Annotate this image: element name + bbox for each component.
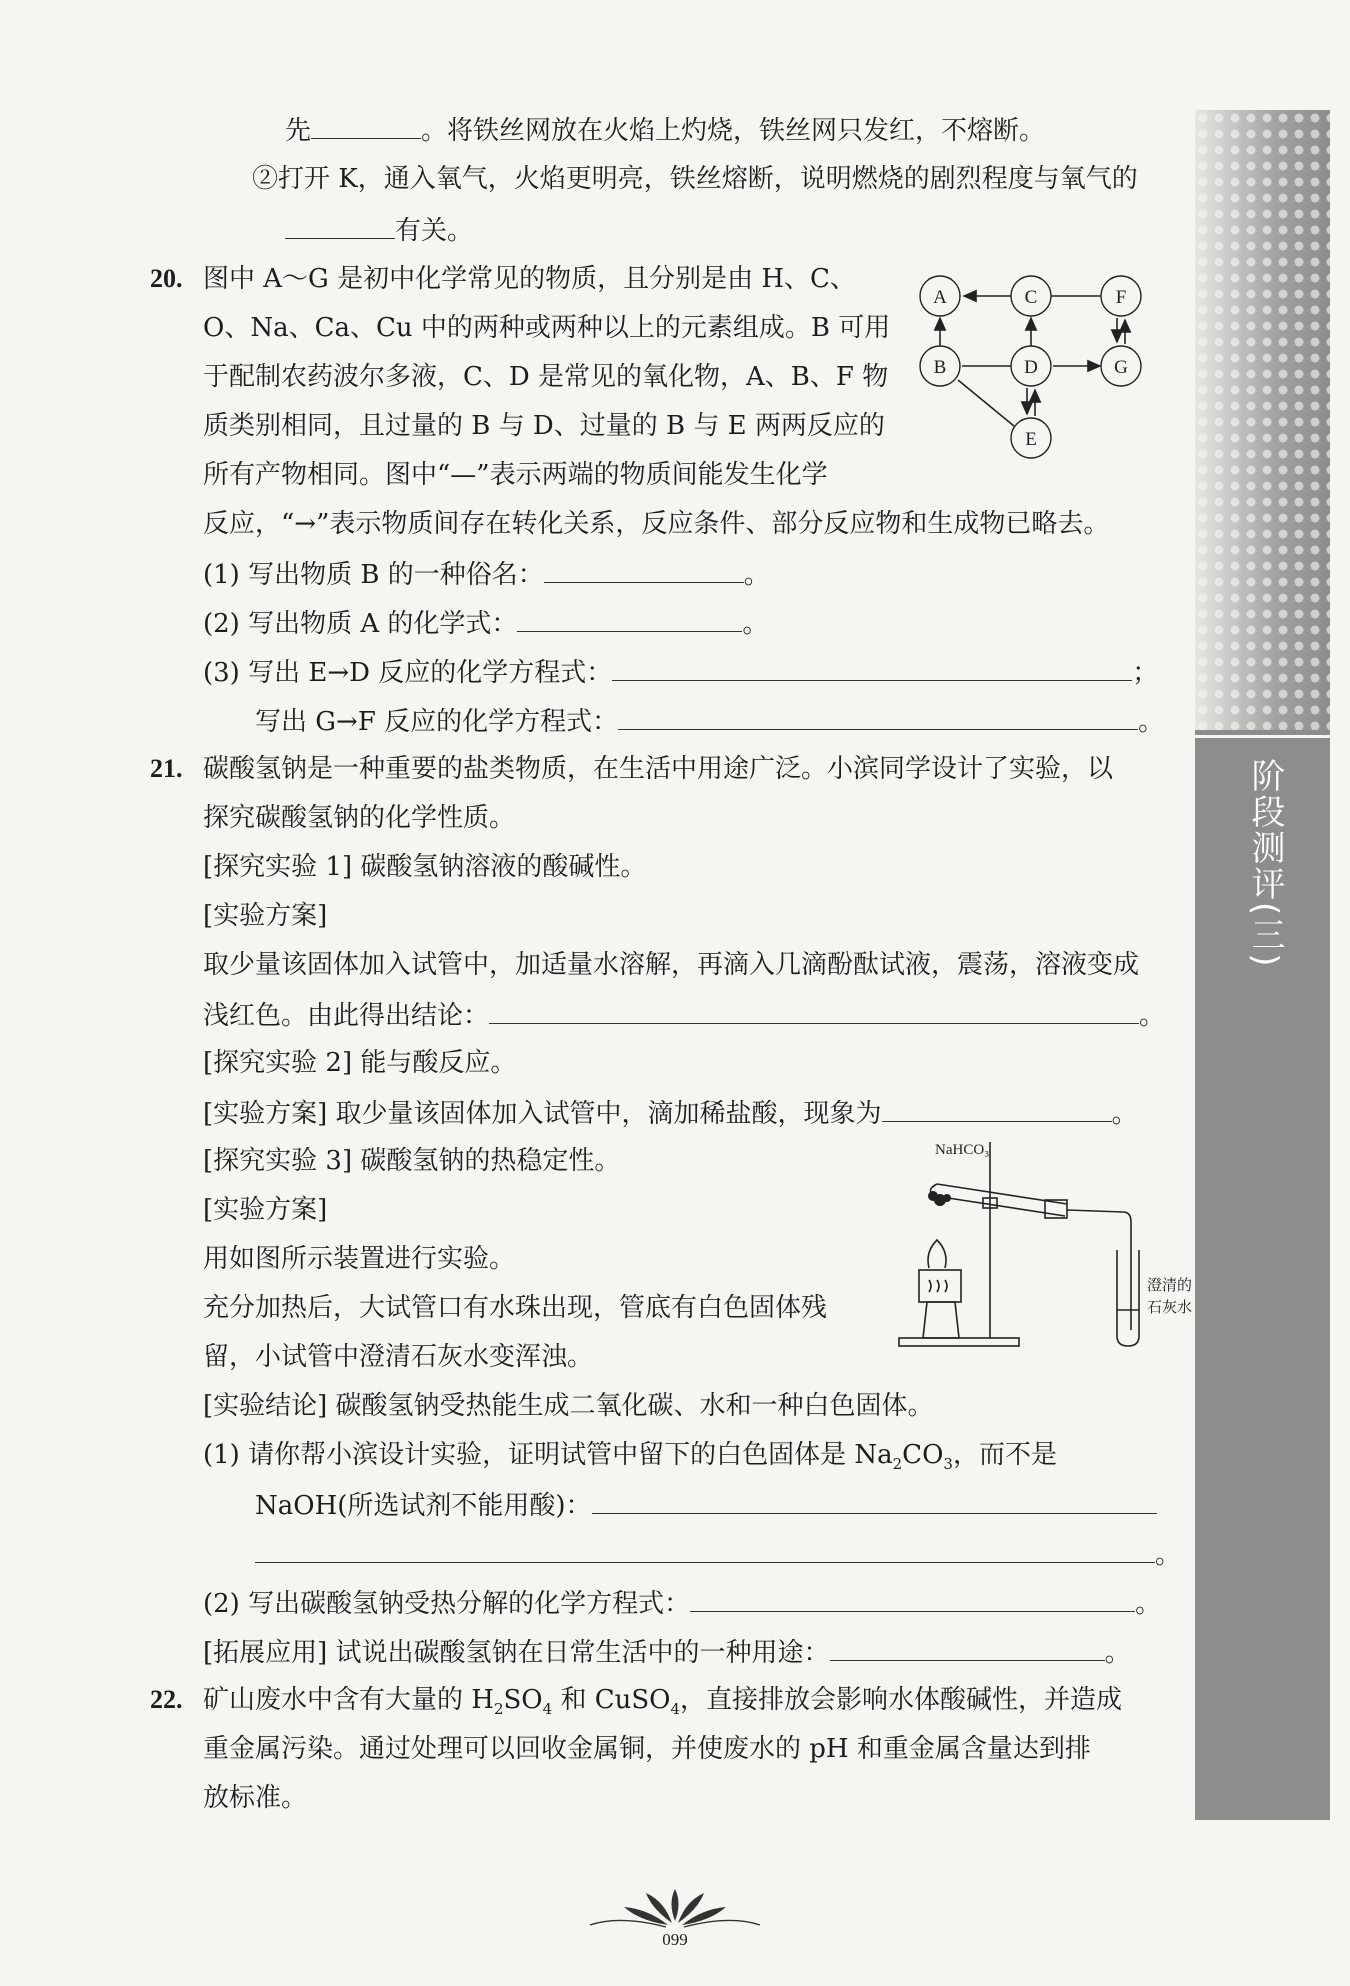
q21-plan3: 用如图所示装置进行实验。 <box>203 1244 516 1274</box>
small-test-tube <box>1117 1250 1139 1346</box>
q22-line1 <box>203 1683 1122 1726</box>
q20-sub3a <box>203 654 1158 690</box>
punct: 。 <box>1104 1638 1131 1668</box>
ornament-leaf <box>672 1889 679 1921</box>
q21-plan1: 取少量该固体加入试管中，加适量水溶解，再滴入几滴酚酞试液，震荡，溶液变成 <box>203 950 1140 980</box>
subscript: 4 <box>542 1700 553 1719</box>
q19-text: 有关。 <box>395 216 474 246</box>
answer-blank[interactable] <box>830 1634 1105 1661</box>
node-c-label: C <box>1024 287 1038 308</box>
q19-text: 。将铁丝网放在火焰上灼烧，铁丝网只发红，不熔断。 <box>421 116 1046 146</box>
q21-plan3: 留，小试管中澄清石灰水变浑浊。 <box>203 1342 594 1372</box>
q20-sub2-text: (2) 写出物质 A 的化学式： <box>203 609 518 639</box>
q19-line1 <box>285 112 1045 148</box>
limewater-label-2: 石灰水 <box>1147 1298 1193 1316</box>
q20-text-line: 图中 A～G 是初中化学常见的物质，且分别是由 H、C、 <box>203 264 856 294</box>
punct: 。 <box>1138 707 1165 737</box>
q21-text: [拓展应用] 试说出碳酸氢钠在日常生活中的一种用途： <box>203 1638 830 1668</box>
subscript: 4 <box>670 1700 681 1719</box>
q21-text: 浅红色。由此得出结论： <box>203 1001 490 1031</box>
q21-sub1-b <box>255 1487 1157 1523</box>
section-label: 阶段测评(三) <box>1245 758 1285 969</box>
q22-number <box>150 1683 183 1717</box>
answer-blank[interactable] <box>489 997 1139 1024</box>
question-number: 20. <box>150 264 183 293</box>
q22-text: 和 CuSO <box>552 1685 671 1715</box>
page-number: 099 <box>662 1930 688 1949</box>
answer-blank[interactable] <box>311 112 421 139</box>
punct: 。 <box>742 609 769 639</box>
q21-text: CO <box>902 1440 944 1470</box>
subscript: 2 <box>892 1455 903 1474</box>
q20-text-line: 质类别相同，且过量的 B 与 D、过量的 B 与 E 两两反应的 <box>203 411 885 441</box>
answer-blank[interactable] <box>517 605 742 632</box>
q21-plan-title: [实验方案] <box>203 901 328 931</box>
q22-line2: 重金属污染。通过处理可以回收金属铜，并使废水的 pH 和重金属含量达到排 <box>203 1734 1091 1764</box>
q21-plan2 <box>203 1095 1138 1131</box>
answer-blank[interactable] <box>882 1095 1112 1122</box>
subscript: 2 <box>493 1700 504 1719</box>
q21-text: [实验方案] 取少量该固体加入试管中，滴加稀盐酸，现象为 <box>203 1099 882 1129</box>
answer-blank[interactable] <box>285 212 395 239</box>
q21-plan-title: [实验方案] <box>203 1195 328 1225</box>
nahco3-label: NaHCO₃ <box>935 1142 990 1158</box>
q21-sub1-c <box>255 1536 1181 1572</box>
punct: 。 <box>1139 1001 1166 1031</box>
q21-sub2 <box>203 1585 1161 1621</box>
q20-sub1-text: (1) 写出物质 B 的一种俗名： <box>203 560 544 590</box>
node-g-label: G <box>1114 357 1128 378</box>
limewater-label-1: 澄清的 <box>1147 1276 1193 1294</box>
q21-exp1: [探究实验 1] 碳酸氢钠溶液的酸碱性。 <box>203 852 647 882</box>
stand-base <box>899 1338 1019 1346</box>
q21-ext <box>203 1634 1131 1670</box>
q22-text: ，直接排放会影响水体酸碱性，并造成 <box>680 1685 1123 1715</box>
q21-exp2: [探究实验 2] 能与酸反应。 <box>203 1048 517 1078</box>
q21-plan1-conclusion <box>203 997 1165 1033</box>
q21-sub1 <box>203 1438 1057 1481</box>
q21-exp3: [探究实验 3] 碳酸氢钠的热稳定性。 <box>203 1146 621 1176</box>
node-b-label: B <box>933 357 947 378</box>
q21-intro: 碳酸氢钠是一种重要的盐类物质，在生活中用途广泛。小滨同学设计了实验，以 <box>203 754 1114 784</box>
q21-text: NaOH(所选试剂不能用酸)： <box>255 1491 592 1521</box>
footer-ornament <box>580 1885 770 1935</box>
q20-text-line: 于配制农药波尔多液，C、D 是常见的氧化物，A、B、F 物 <box>203 362 889 392</box>
flame-lines <box>929 1280 947 1292</box>
answer-blank[interactable] <box>544 556 744 583</box>
line-b-e <box>958 380 1014 426</box>
delivery-tube <box>1067 1210 1131 1330</box>
lamp-shield <box>919 1270 961 1302</box>
punct: 。 <box>743 560 770 590</box>
reaction-diagram <box>910 270 1160 470</box>
q20-sub2 <box>203 605 768 641</box>
sidebar-gradient <box>1195 110 1330 730</box>
q21-plan3: 充分加热后，大试管口有水珠出现，管底有白色固体残 <box>203 1293 828 1323</box>
q22-line3: 放标准。 <box>203 1783 308 1813</box>
punct: ； <box>1132 658 1159 688</box>
lamp-top <box>928 1240 946 1268</box>
q20-text-line: 反应，“→”表示物质间存在转化关系，反应条件、部分反应物和生成物已略去。 <box>203 509 1110 539</box>
q19-line3 <box>285 212 473 248</box>
q21-text: (1) 请你帮小滨设计实验，证明试管中留下的白色固体是 Na <box>203 1440 893 1470</box>
q22-text: SO <box>503 1685 543 1715</box>
q19-line2: ②打开 K，通入氧气，火焰更明亮，铁丝熔断，说明燃烧的剧烈程度与氧气的 <box>252 164 1138 194</box>
punct: 。 <box>1111 1099 1138 1129</box>
node-d-label: D <box>1024 357 1038 378</box>
q21-intro: 探究碳酸氢钠的化学性质。 <box>203 803 516 833</box>
sample-solid <box>928 1191 938 1201</box>
q21-conclusion: [实验结论] 碳酸氢钠受热能生成二氧化碳、水和一种白色固体。 <box>203 1391 934 1421</box>
answer-blank[interactable] <box>612 654 1132 681</box>
q19-text: 先 <box>285 116 312 146</box>
lamp-body <box>923 1302 959 1338</box>
punct: 。 <box>1155 1540 1182 1570</box>
sample-solid <box>943 1194 951 1202</box>
q21-text: (2) 写出碳酸氢钠受热分解的化学方程式： <box>203 1589 691 1619</box>
punct: 。 <box>1135 1589 1162 1619</box>
q20-sub3b-text: 写出 G→F 反应的化学方程式： <box>255 707 619 737</box>
heating-apparatus-figure <box>895 1140 1193 1350</box>
q20-sub3a-text: (3) 写出 E→D 反应的化学方程式： <box>203 658 613 688</box>
answer-blank[interactable] <box>255 1536 1155 1563</box>
node-e-label: E <box>1025 429 1037 450</box>
q21-number <box>150 752 183 786</box>
q20-text-line: O、Na、Ca、Cu 中的两种或两种以上的元素组成。B 可用 <box>203 313 891 343</box>
q20-number <box>150 262 183 296</box>
node-f-label: F <box>1115 287 1127 308</box>
node-a-label: A <box>933 287 947 308</box>
q20-sub3b <box>255 703 1164 739</box>
q21-text: ，而不是 <box>952 1440 1057 1470</box>
q20-sub1 <box>203 556 770 592</box>
answer-blank[interactable] <box>690 1585 1135 1612</box>
answer-blank[interactable] <box>592 1487 1157 1514</box>
answer-blank[interactable] <box>618 703 1138 730</box>
q22-text: 矿山废水中含有大量的 H <box>203 1685 494 1715</box>
question-number: 22. <box>150 1685 183 1714</box>
q20-text-line: 所有产物相同。图中“—”表示两端的物质间能发生化学 <box>203 460 828 490</box>
question-number: 21. <box>150 754 183 783</box>
subscript: 3 <box>943 1455 953 1474</box>
sidebar-divider <box>1195 735 1330 738</box>
